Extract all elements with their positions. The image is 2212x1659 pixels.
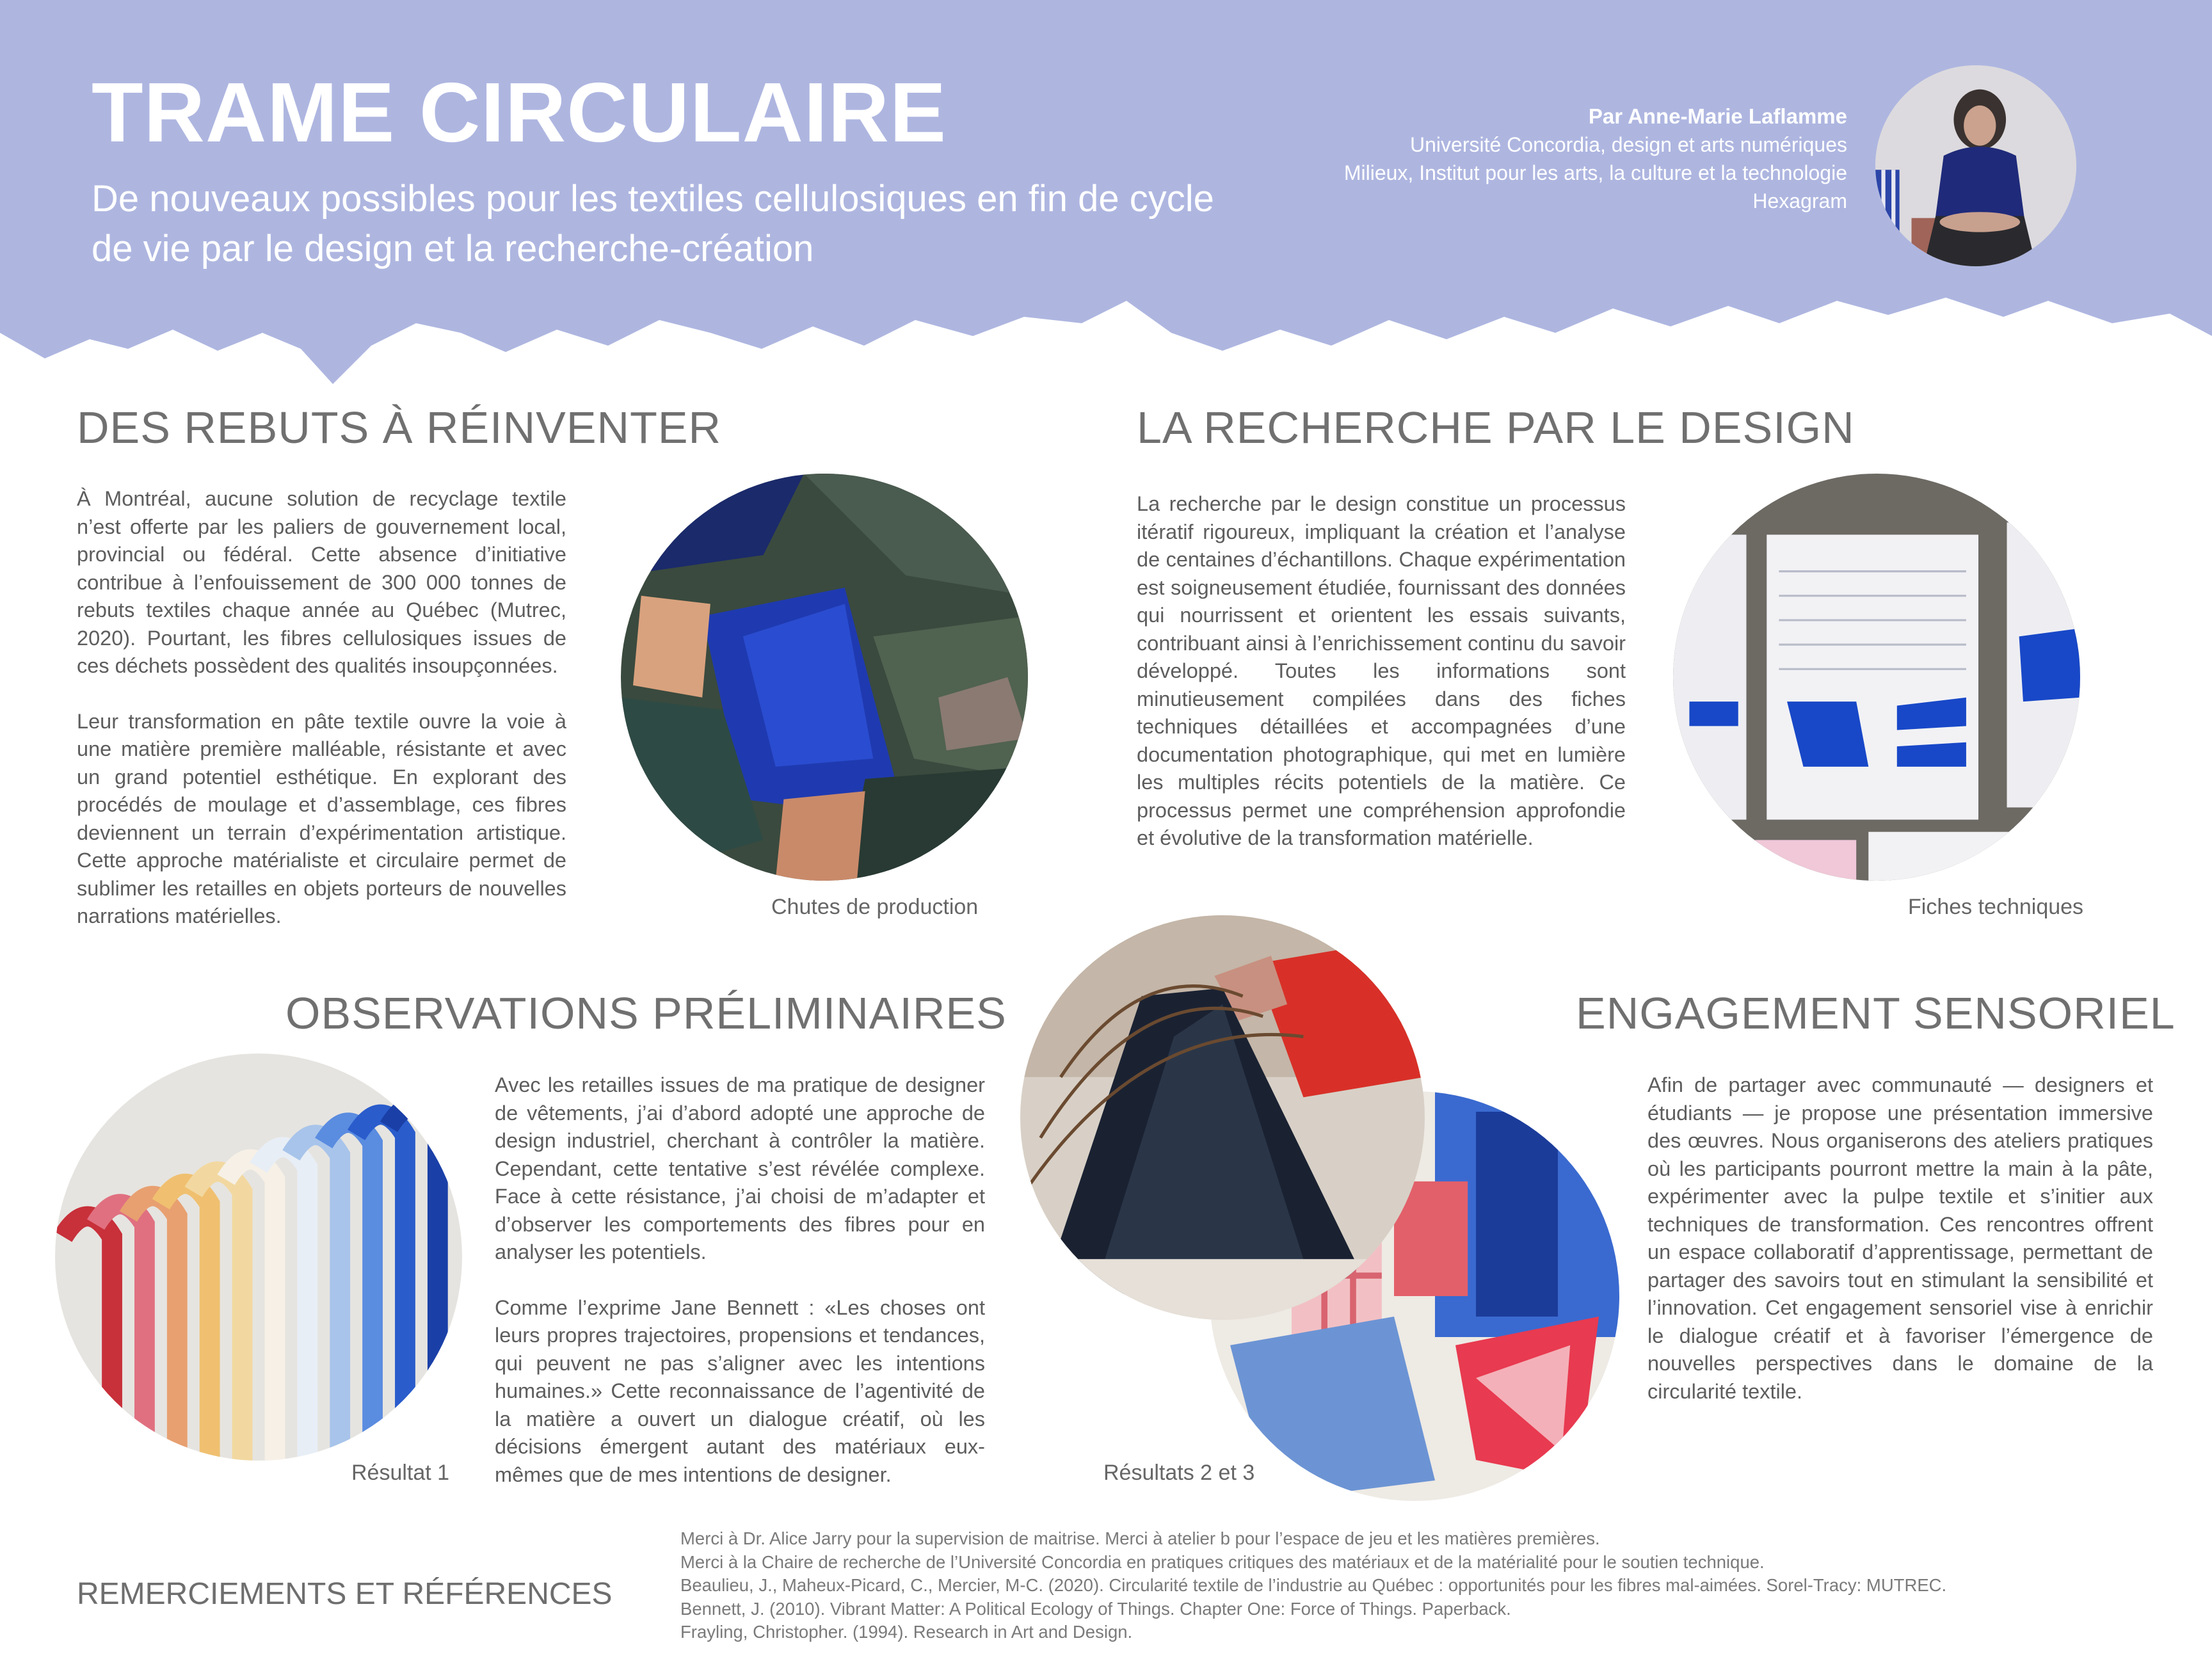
paragraph: Avec les retailles issues de ma pratique de designer de vêtements, j’ai d’abord adopté une approche de design industriel, cherchant à contrôler la matière. Cependant, cette tentative s’est révélée complexe. Face à cette résistance, j’ai choisi de m’adapter et d’observer les comportements des fibres pour en analyser les potentiels. [495, 1073, 985, 1263]
author-affiliation: Hexagram [1752, 189, 1847, 212]
caption-chutes: Chutes de production [771, 895, 979, 919]
paragraph: Leur transformation en pâte textile ouvre la voie à une matière première malléable, résistante et avec un grand potentiel esthétique. En explorant des procédés de moulage et d’assemblage, ces fibres deviennent un terrain d’expérimentation artistique. Cette approche matérialiste et circulaire permet de sublimer les retailles en objets porteurs de nouvelles narrations matérielles. [77, 709, 566, 927]
photo-resultat-1 [55, 1054, 462, 1461]
paragraph: Comme l’exprime Jane Bennett : «Les choses ont leurs propres trajectoires, propensions et tendances, qui peuvent ne pas s’aligner avec les intentions humaines.» Cette reconnaissance de l’agentivité de la matière a ouvert un dialogue créatif, où les décisions émergent autant des matériaux eux-mêmes que de mes intentions de designer. [495, 1295, 985, 1486]
section-text-engagement [1647, 1071, 2153, 1433]
caption-fiches: Fiches techniques [1908, 895, 2084, 919]
author-name: Par Anne-Marie Laflamme [1588, 104, 1847, 128]
section-heading-recherche: LA RECHERCHE PAR LE DESIGN [1137, 403, 1855, 453]
section-heading-engagement: ENGAGEMENT SENSORIEL [1576, 988, 2176, 1038]
section-text-recherche [1137, 490, 1626, 880]
poster-subtitle: De nouveaux possibles pour les textiles cellulosiques en fin de cycle de vie par le design et la recherche-création [92, 178, 1214, 269]
author-affiliation: Université Concordia, design et arts numériques [1410, 133, 1847, 156]
reference-line: Frayling, Christopher. (1994). Research in Art and Design. [680, 1622, 1133, 1642]
reference-line: Beaulieu, J., Maheux-Picard, C., Mercier, M-C. (2020). Circularité textile de l’industrie au Québec : opportunités pour les fibres mal-aimées. Sorel-Tracy: MUTREC. [680, 1575, 1947, 1595]
photo-resultat-2 [1020, 915, 1425, 1320]
author-portrait [1875, 65, 2076, 266]
section-text-observations [495, 1071, 985, 1516]
caption-resultats-2-3: Résultats 2 et 3 [1103, 1461, 1255, 1485]
section-text-rebuts [77, 485, 566, 958]
references-heading: REMERCIEMENTS ET RÉFÉRENCES [77, 1577, 613, 1611]
paragraph: La recherche par le design constitue un processus itératif rigoureux, impliquant la création et l’analyse de centaines d’échantillons. Chaque expérimentation est soigneusement étudiée, fournissant des données qui nourrissent et orientent les essais suivants, contribuant ainsi à l’enrichissement continu du savoir développé. Toutes les informations sont minutieusement compilées dans des fiches techniques détaillées et accompagnées d’une documentation photographique, qui met en lumière les multiples récits potentiels de la matière. Ce processus permet une compréhension approfondie et évolutive de la transformation matérielle. [1137, 492, 1626, 849]
poster-title: TRAME CIRCULAIRE [92, 65, 947, 159]
photo-chutes-de-production [621, 474, 1028, 881]
section-heading-rebuts: DES REBUTS À RÉINVENTER [77, 403, 722, 453]
reference-line: Merci à Dr. Alice Jarry pour la supervision de maitrise. Merci à atelier b pour l’espace de jeu et les matières premières. [680, 1528, 1600, 1548]
caption-resultat-1: Résultat 1 [351, 1461, 450, 1485]
reference-line: Merci à la Chaire de recherche de l’Université Concordia en pratiques critiques des matériaux et de la matérialité pour le soutien technique. [680, 1551, 1765, 1572]
paragraph: Afin de partager avec communauté — designers et étudiants — je propose une présentation immersive des œuvres. Nous organiserons des ateliers pratiques où les participants pourront mettre la main à la pâte, expérimenter avec la pulpe textile et s’initier aux techniques de transformation. Ces rencontres offrent un espace collaboratif d’apprentissage, permettant de partager des savoirs tout en stimulant la sensibilité et l’innovation. Cet engagement sensoriel vise à enrichir le dialogue créatif et à favoriser l’émergence de nouvelles perspectives dans le domaine de la circularité textile. [1647, 1073, 2153, 1403]
reference-line: Bennett, J. (2010). Vibrant Matter: A Political Ecology of Things. Chapter One: Force of Things. Paperback. [680, 1598, 1511, 1619]
section-heading-observations: OBSERVATIONS PRÉLIMINAIRES [285, 988, 1007, 1038]
author-affiliation: Milieux, Institut pour les arts, la culture et la technologie [1343, 161, 1847, 184]
references-list [680, 1527, 2152, 1644]
author-block [1344, 102, 1847, 215]
paragraph: À Montréal, aucune solution de recyclage textile n’est offerte par les paliers de gouvernement local, provincial ou fédéral. Cette absence d’initiative contribue à l’enfouissement de 300 000 tonnes de rebuts textiles chaque année au Québec (Mutrec, 2020). Pourtant, les fibres cellulosiques issues de ces déchets possèdent des qualités insoupçonnées. [77, 487, 566, 677]
photo-fiches-techniques [1673, 474, 2080, 881]
